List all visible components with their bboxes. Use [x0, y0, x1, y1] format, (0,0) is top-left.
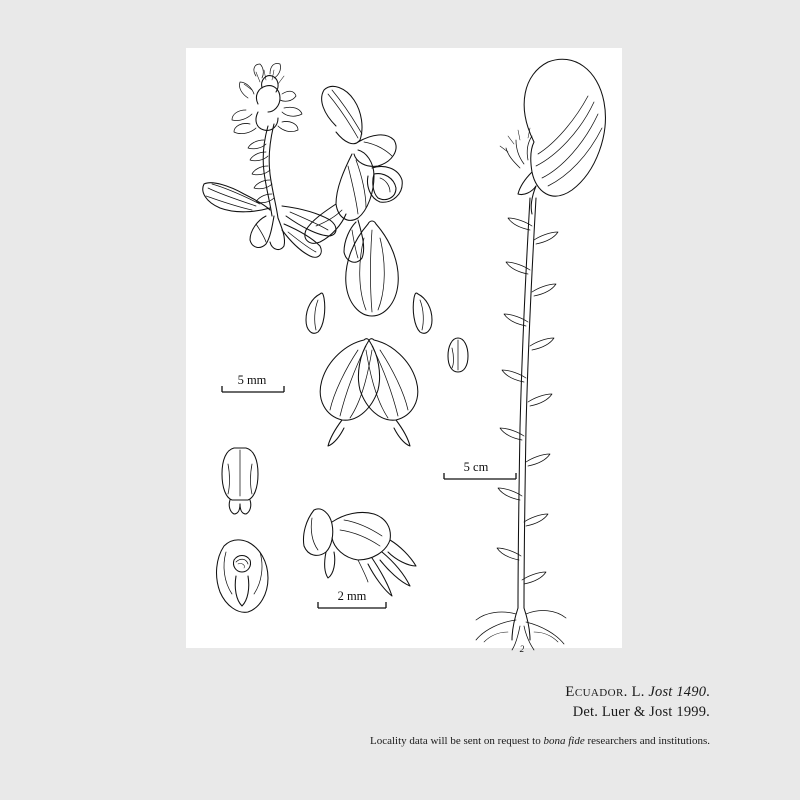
caption-line-2: Det. Luer & Jost 1999.: [572, 703, 710, 720]
whole-plant-drawing: [476, 59, 605, 650]
scale-bar-5mm-group: [222, 373, 284, 392]
lateral-sepal-right-drawing: [358, 339, 417, 446]
petal-left-drawing: [306, 293, 325, 333]
lip-small-oval-drawing: [448, 338, 468, 372]
caption-country: Ecuador.: [565, 684, 628, 700]
specimen-caption: [330, 682, 710, 722]
caption-line-1: [330, 682, 710, 703]
locality-note-prefix: Locality data will be sent on request to: [369, 735, 544, 747]
flower-habit-drawing: [305, 86, 402, 262]
lip-lateral-view-drawing: [303, 509, 416, 596]
scale-bar-5cm-group: [444, 460, 516, 479]
scale-bar-2mm-group: [318, 589, 386, 608]
locality-note-emphasis: bona fide: [543, 735, 585, 747]
inflorescence-drawing: [203, 63, 336, 257]
lateral-sepal-left-drawing: [320, 339, 379, 446]
dorsal-sepal-drawing: [346, 221, 399, 316]
scale-bar-5mm-label: 5 mm: [237, 373, 267, 387]
caption-collector: L.: [631, 684, 649, 700]
locality-note-suffix: researchers and institutions.: [584, 735, 710, 747]
column-back-view-drawing: [217, 540, 268, 612]
artist-signature: 2: [519, 644, 525, 654]
scale-bar-2mm-label: 2 mm: [337, 589, 367, 603]
locality-note: [300, 734, 710, 748]
illustration-plate: [186, 48, 622, 654]
column-front-view-drawing: [222, 448, 258, 514]
caption-collection-number: Jost 1490: [648, 684, 707, 700]
scale-bar-5cm-label: 5 cm: [463, 460, 489, 474]
plant-illustration-svg: [186, 48, 622, 654]
petal-right-drawing: [413, 293, 432, 333]
caption-period: .: [706, 684, 710, 700]
